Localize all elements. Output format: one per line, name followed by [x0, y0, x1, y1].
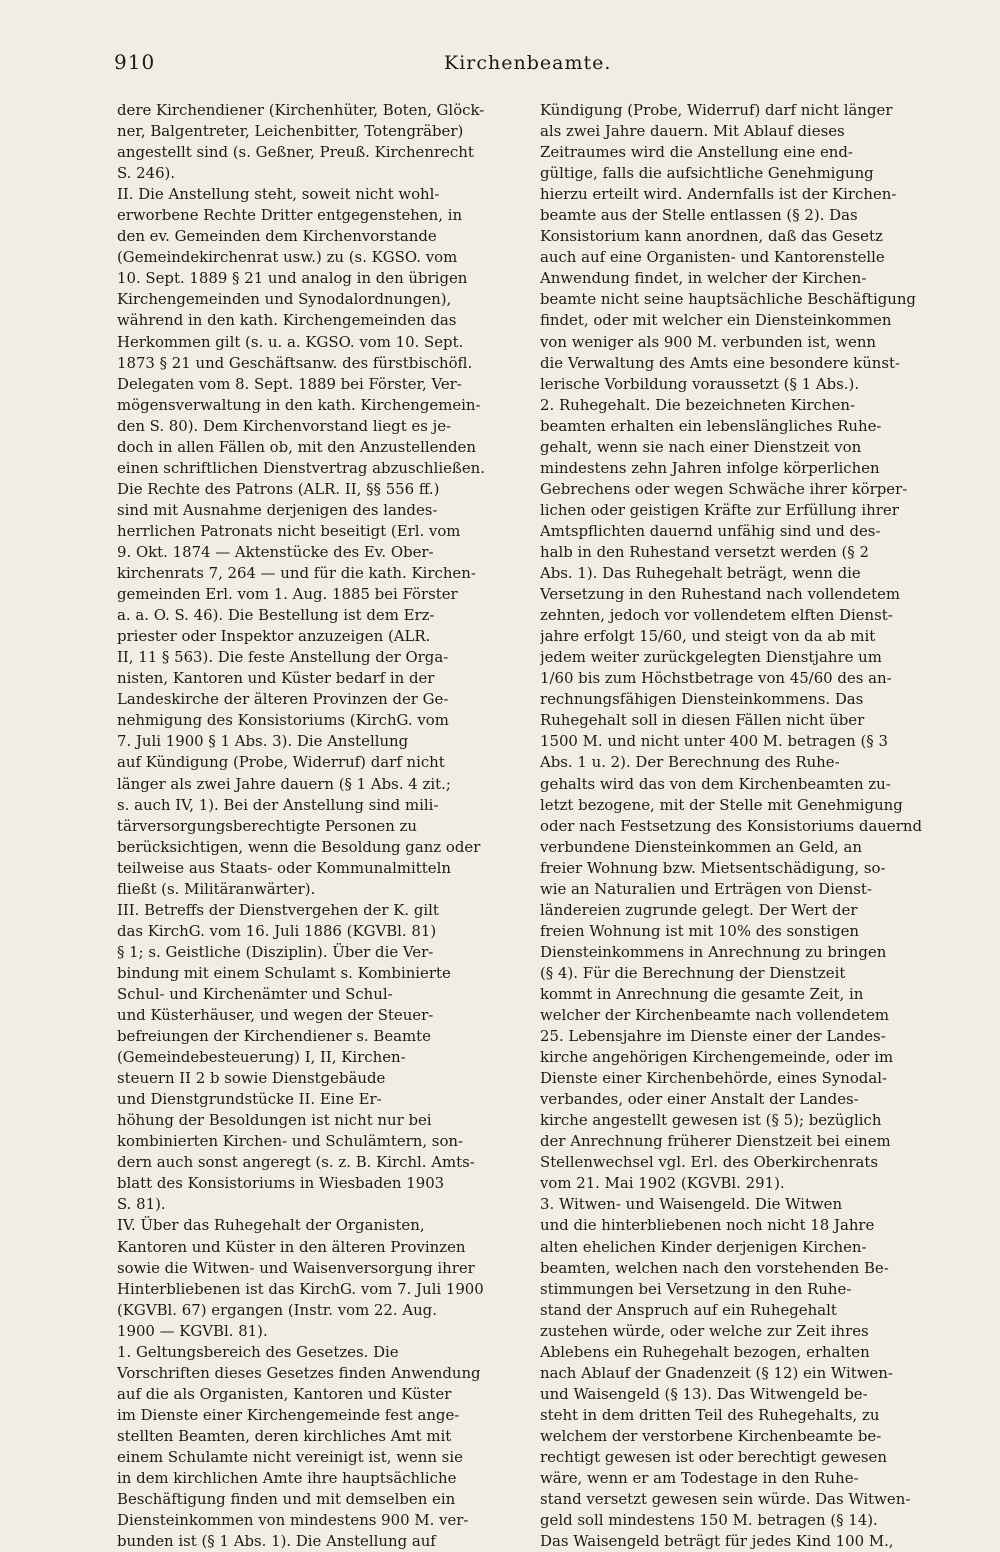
- text-line: mindestens zehn Jahren infolge körperlichen: [540, 458, 880, 477]
- text-line: 1500 M. und nicht unter 400 M. betragen (§ 3: [540, 732, 888, 751]
- text-line: Delegaten vom 8. Sept. 1889 bei Förster, Ver-: [117, 374, 462, 393]
- text-line: Gebrechens oder wegen Schwäche ihrer körper-: [540, 479, 908, 498]
- text-line: sowie die Witwen- und Waisenversorgung ihrer: [117, 1258, 475, 1277]
- text-line: 9. Okt. 1874 — Aktenstücke des Ev. Ober-: [117, 542, 434, 561]
- text-line: Versetzung in den Ruhestand nach vollendetem: [540, 585, 901, 604]
- right-column: [540, 100, 956, 1552]
- text-line: steuern II 2 b sowie Dienstgebäude: [117, 1069, 386, 1088]
- text-line: 1/60 bis zum Höchstbetrage von 45/60 des an-: [540, 669, 892, 688]
- text-line: nisten, Kantoren und Küster bedarf in der: [117, 669, 435, 688]
- text-line: im Dienste einer Kirchengemeinde fest ange-: [117, 1405, 460, 1424]
- text-line: Hinterbliebenen ist das KirchG. vom 7. Juli 1900: [117, 1279, 484, 1298]
- running-title: Kirchenbeamte.: [444, 52, 612, 74]
- text-line: beamten erhalten ein lebenslängliches Ruhe-: [540, 416, 882, 435]
- text-line: Ruhegehalt soll in diesen Fällen nicht über: [540, 711, 865, 730]
- text-line: findet, oder mit welcher ein Diensteinkommen: [540, 311, 892, 330]
- text-line: Beschäftigung finden und mit demselben ein: [117, 1490, 456, 1509]
- text-line: dere Kirchendiener (Kirchenhüter, Boten, Glöck-: [117, 101, 485, 119]
- left-column: [117, 100, 533, 1552]
- text-line: wie an Naturalien und Erträgen von Dienst-: [540, 879, 872, 898]
- text-line: oder nach Festsetzung des Konsistoriums dauernd: [540, 816, 922, 835]
- text-line: II, 11 § 563). Die feste Anstellung der Orga-: [117, 648, 449, 667]
- text-line: auch auf eine Organisten- und Kantorenstelle: [540, 248, 885, 267]
- text-line: IV. Über das Ruhegehalt der Organisten,: [117, 1216, 425, 1235]
- text-line: sind mit Ausnahme derjenigen des landes-: [117, 500, 438, 519]
- text-line: Herkommen gilt (s. u. a. KGSO. vom 10. Sept.: [117, 332, 464, 351]
- text-line: § 1; s. Geistliche (Disziplin). Über die Ver-: [117, 942, 434, 961]
- text-line: verbandes, oder einer Anstalt der Landes-: [540, 1090, 859, 1109]
- text-line: verbundene Diensteinkommen an Geld, an: [540, 837, 862, 856]
- text-line: Kantoren und Küster in den älteren Provinzen: [117, 1237, 466, 1256]
- text-line: Vorschriften dieses Gesetzes finden Anwendung: [117, 1363, 481, 1382]
- text-line: Diensteinkommen von mindestens 900 M. ver-: [117, 1511, 469, 1530]
- text-line: einem Schulamte nicht vereinigt ist, wenn sie: [117, 1448, 463, 1466]
- text-line: berücksichtigen, wenn die Besoldung ganz oder: [117, 837, 481, 856]
- text-line: s. auch IV, 1). Bei der Anstellung sind mili-: [117, 795, 439, 814]
- text-line: der Anrechnung früherer Dienstzeit bei einem: [540, 1132, 891, 1151]
- text-line: 7. Juli 1900 § 1 Abs. 3). Die Anstellung: [117, 732, 409, 751]
- text-line: 2. Ruhegehalt. Die bezeichneten Kirchen-: [540, 395, 856, 414]
- text-line: Landeskirche der älteren Provinzen der Ge-: [117, 690, 449, 709]
- text-line: herrlichen Patronats nicht beseitigt (Erl. vom: [117, 521, 461, 540]
- text-line: mögensverwaltung in den kath. Kirchengemein-: [117, 395, 481, 414]
- text-line: beamte nicht seine hauptsächliche Beschäftigung: [540, 290, 916, 309]
- text-line: kirchenrats 7, 264 — und für die kath. Kirchen-: [117, 564, 476, 583]
- text-line: teilweise aus Staats- oder Kommunalmitteln: [117, 858, 451, 877]
- text-line: hierzu erteilt wird. Andernfalls ist der Kirchen-: [540, 185, 897, 204]
- text-line: alten ehelichen Kinder derjenigen Kirchen-: [540, 1237, 867, 1256]
- text-line: kirche angestellt gewesen ist (§ 5); bezüglich: [540, 1111, 882, 1130]
- text-line: beamten, welchen nach den vorstehenden Be-: [540, 1258, 889, 1277]
- text-line: das KirchG. vom 16. Juli 1886 (KGVBl. 81): [117, 921, 437, 940]
- text-line: befreiungen der Kirchendiener s. Beamte: [117, 1027, 431, 1046]
- text-line: Schul- und Kirchenämter und Schul-: [117, 984, 393, 1003]
- text-line: angestellt sind (s. Geßner, Preuß. Kirchenrecht: [117, 143, 474, 162]
- text-line: und Küsterhäuser, und wegen der Steuer-: [117, 1006, 434, 1025]
- text-line: 3. Witwen- und Waisengeld. Die Witwen: [540, 1195, 843, 1214]
- text-line: blatt des Konsistoriums in Wiesbaden 1903: [117, 1174, 445, 1193]
- text-line: kombinierten Kirchen- und Schulämtern, son-: [117, 1132, 464, 1151]
- text-line: 1900 — KGVBl. 81).: [117, 1321, 268, 1340]
- page-number: 910: [114, 50, 156, 74]
- text-line: den ev. Gemeinden dem Kirchenvorstande: [117, 227, 437, 246]
- text-line: Kündigung (Probe, Widerruf) darf nicht länger: [540, 101, 893, 119]
- text-line: zustehen würde, oder welche zur Zeit ihres: [540, 1321, 869, 1340]
- text-line: freier Wohnung bzw. Mietsentschädigung, so-: [540, 858, 886, 877]
- text-line: bindung mit einem Schulamt s. Kombinierte: [117, 963, 451, 982]
- text-line: 10. Sept. 1889 § 21 und analog in den übrigen: [117, 269, 468, 288]
- text-line: fließt (s. Militäranwärter).: [117, 879, 316, 898]
- text-line: und Dienstgrundstücke II. Eine Er-: [117, 1090, 382, 1109]
- text-line: von weniger als 900 M. verbunden ist, wenn: [540, 332, 877, 351]
- text-line: welcher der Kirchenbeamte nach vollendetem: [540, 1006, 890, 1025]
- text-line: auf die als Organisten, Kantoren und Küster: [117, 1384, 452, 1403]
- text-line: doch in allen Fällen ob, mit den Anzustellenden: [117, 437, 476, 456]
- text-line: kommt in Anrechnung die gesamte Zeit, in: [540, 984, 864, 1003]
- text-line: a. a. O. S. 46). Die Bestellung ist dem Erz-: [117, 606, 435, 625]
- text-line: Kirchengemeinden und Synodalordnungen),: [117, 290, 452, 309]
- text-line: ländereien zugrunde gelegt. Der Wert der: [540, 900, 858, 919]
- text-line: erworbene Rechte Dritter entgegenstehen, in: [117, 206, 463, 225]
- text-line: halb in den Ruhestand versetzt werden (§ 2: [540, 542, 869, 561]
- text-line: III. Betreffs der Dienstvergehen der K. gilt: [117, 900, 439, 919]
- text-line: gemeinden Erl. vom 1. Aug. 1885 bei Förster: [117, 585, 458, 604]
- text-line: den S. 80). Dem Kirchenvorstand liegt es je-: [117, 416, 452, 435]
- text-line: dern auch sonst angeregt (s. z. B. Kirchl. Amts-: [117, 1153, 475, 1172]
- text-line: nach Ablauf der Gnadenzeit (§ 12) ein Witwen-: [540, 1363, 893, 1382]
- text-line: 1. Geltungsbereich des Gesetzes. Die: [117, 1342, 399, 1361]
- text-line: länger als zwei Jahre dauern (§ 1 Abs. 4 zit.;: [117, 774, 451, 793]
- text-line: gültige, falls die aufsichtliche Genehmigung: [540, 164, 874, 183]
- text-line: (KGVBl. 67) ergangen (Instr. vom 22. Aug.: [117, 1300, 437, 1319]
- text-line: kirche angehörigen Kirchengemeinde, oder im: [540, 1048, 894, 1067]
- text-line: rechtigt gewesen ist oder berechtigt gewesen: [540, 1448, 887, 1466]
- text-line: und Waisengeld (§ 13). Das Witwengeld be-: [540, 1384, 868, 1403]
- text-line: letzt bezogene, mit der Stelle mit Genehmigung: [540, 795, 903, 814]
- text-line: Amtspflichten dauernd unfähig sind und des-: [540, 521, 881, 540]
- text-line: in dem kirchlichen Amte ihre hauptsächliche: [117, 1469, 457, 1488]
- text-line: stand der Anspruch auf ein Ruhegehalt: [540, 1300, 837, 1319]
- text-line: 25. Lebensjahre im Dienste einer der Landes-: [540, 1027, 886, 1046]
- text-line: welchem der verstorbene Kirchenbeamte be-: [540, 1426, 882, 1445]
- text-line: (Gemeindekirchenrat usw.) zu (s. KGSO. vom: [117, 248, 458, 267]
- text-line: jedem weiter zurückgelegten Dienstjahre um: [540, 648, 882, 667]
- text-line: als zwei Jahre dauern. Mit Ablauf dieses: [540, 122, 845, 141]
- text-line: Dienste einer Kirchenbehörde, eines Synodal-: [540, 1069, 887, 1088]
- text-line: die Verwaltung des Amts eine besondere künst-: [540, 353, 901, 372]
- text-line: priester oder Inspektor anzuzeigen (ALR.: [117, 627, 431, 646]
- text-line: Diensteinkommens in Anrechnung zu bringen: [540, 942, 887, 961]
- text-line: 1873 § 21 und Geschäftsanw. des fürstbischöfl.: [117, 353, 473, 372]
- text-line: Anwendung findet, in welcher der Kirchen-: [540, 269, 867, 288]
- text-line: tärversorgungsberechtigte Personen zu: [117, 816, 417, 835]
- page-header: [114, 50, 956, 84]
- text-line: freien Wohnung ist mit 10% des sonstigen: [540, 921, 860, 940]
- text-line: Abs. 1 u. 2). Der Berechnung des Ruhe-: [540, 753, 840, 772]
- text-line: einen schriftlichen Dienstvertrag abzuschließen.: [117, 458, 485, 477]
- text-line: (Gemeindebesteuerung) I, II, Kirchen-: [117, 1048, 406, 1067]
- text-line: höhung der Besoldungen ist nicht nur bei: [117, 1111, 432, 1130]
- text-line: auf Kündigung (Probe, Widerruf) darf nicht: [117, 753, 445, 772]
- text-line: wäre, wenn er am Todestage in den Ruhe-: [540, 1469, 859, 1488]
- text-line: und die hinterbliebenen noch nicht 18 Jahre: [540, 1216, 875, 1235]
- text-line: gehalts wird das von dem Kirchenbeamten zu-: [540, 774, 891, 793]
- text-line: Ablebens ein Ruhegehalt bezogen, erhalten: [540, 1342, 870, 1361]
- text-line: lichen oder geistigen Kräfte zur Erfüllung ihrer: [540, 500, 899, 519]
- text-line: zehnten, jedoch vor vollendetem elften Dienst-: [540, 606, 893, 625]
- text-line: nehmigung des Konsistoriums (KirchG. vom: [117, 711, 449, 730]
- text-line: stand versetzt gewesen sein würde. Das Witwen-: [540, 1490, 911, 1509]
- text-line: bunden ist (§ 1 Abs. 1). Die Anstellung auf: [117, 1532, 436, 1551]
- text-line: gehalt, wenn sie nach einer Dienstzeit von: [540, 437, 862, 456]
- text-line: vom 21. Mai 1902 (KGVBl. 291).: [540, 1174, 785, 1193]
- text-line: während in den kath. Kirchengemeinden das: [117, 311, 457, 330]
- text-line: ner, Balgentreter, Leichenbitter, Totengräber): [117, 122, 464, 141]
- text-line: stimmungen bei Versetzung in den Ruhe-: [540, 1279, 852, 1298]
- text-line: rechnungsfähigen Diensteinkommens. Das: [540, 690, 864, 709]
- text-line: Stellenwechsel vgl. Erl. des Oberkirchenrats: [540, 1153, 878, 1172]
- text-line: Abs. 1). Das Ruhegehalt beträgt, wenn die: [540, 564, 861, 583]
- text-line: S. 81).: [117, 1195, 166, 1214]
- text-line: II. Die Anstellung steht, soweit nicht wohl-: [117, 185, 440, 204]
- text-line: steht in dem dritten Teil des Ruhegehalts, zu: [540, 1405, 880, 1424]
- text-line: Die Rechte des Patrons (ALR. II, §§ 556 ff.): [117, 479, 440, 498]
- text-line: S. 246).: [117, 164, 176, 183]
- text-line: stellten Beamten, deren kirchliches Amt mit: [117, 1426, 452, 1445]
- text-line: Das Waisengeld beträgt für jedes Kind 100 M.,: [540, 1532, 894, 1551]
- text-line: Zeitraumes wird die Anstellung eine end-: [540, 143, 853, 162]
- text-line: lerische Vorbildung voraussetzt (§ 1 Abs.).: [540, 374, 860, 393]
- text-line: geld soll mindestens 150 M. betragen (§ 14).: [540, 1511, 878, 1530]
- text-line: Konsistorium kann anordnen, daß das Gesetz: [540, 227, 883, 246]
- text-line: (§ 4). Für die Berechnung der Dienstzeit: [540, 963, 846, 982]
- text-line: jahre erfolgt 15/60, und steigt von da ab mit: [540, 627, 876, 646]
- text-line: beamte aus der Stelle entlassen (§ 2). Das: [540, 206, 858, 225]
